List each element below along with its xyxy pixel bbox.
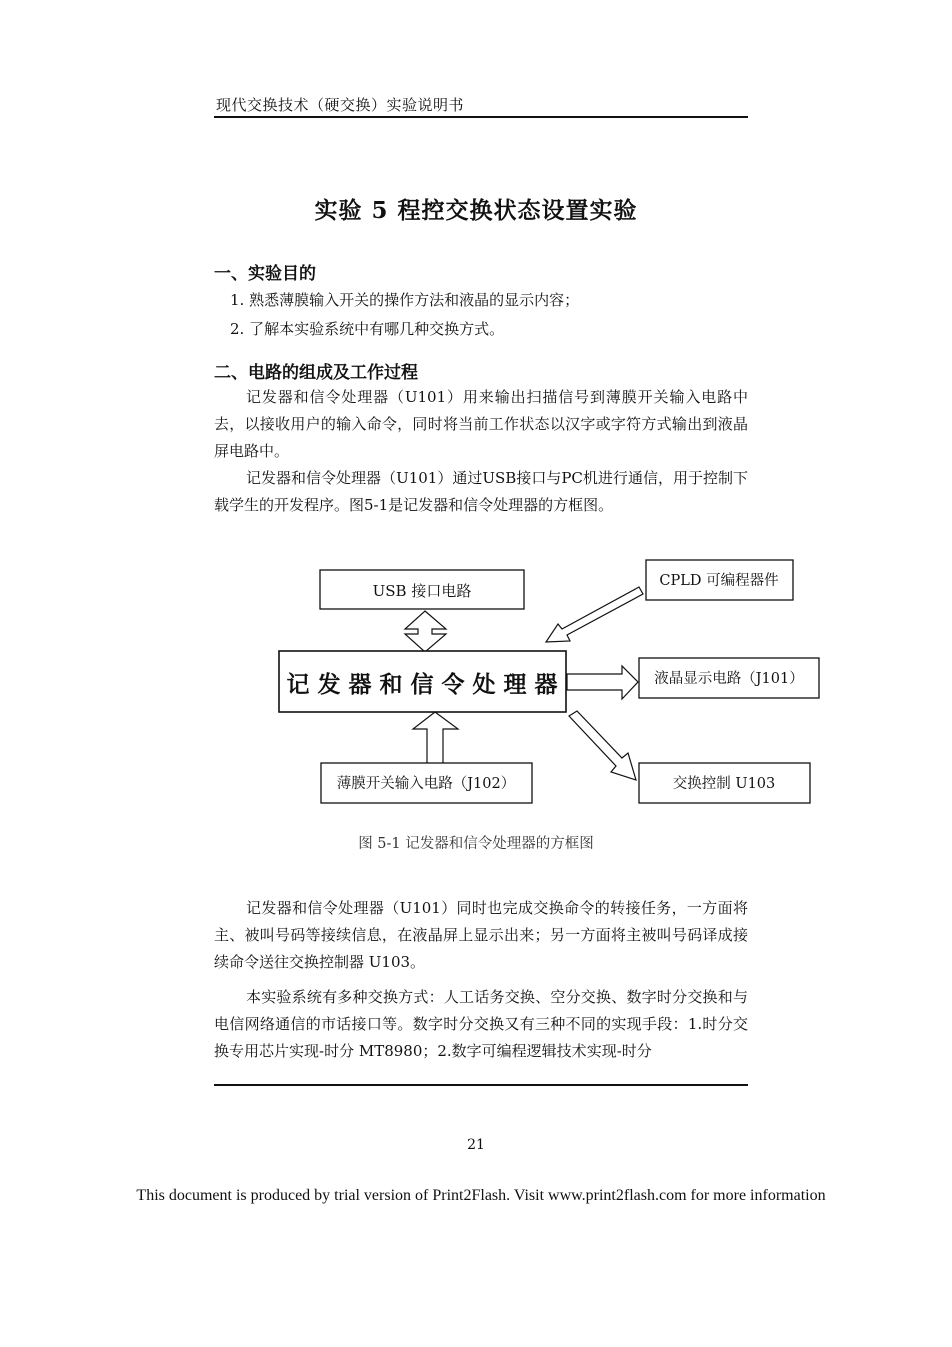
lcd-label: 液晶显示电路（J101） bbox=[654, 671, 804, 687]
purpose-item-2: 2. 了解本实验系统中有哪几种交换方式。 bbox=[230, 320, 505, 338]
body-paragraph-block bbox=[214, 895, 748, 1065]
main-processor-label: 记 发 器 和 信 令 处 理 器 bbox=[286, 671, 558, 698]
keypad-arrow bbox=[413, 712, 458, 766]
circuit-paragraph-2: 记发器和信令处理器（U101）通过USB接口与PC机进行通信，用于控制下载学生的开发程序。图5-1是记发器和信令处理器的方框图。 bbox=[214, 469, 748, 514]
purpose-item-1: 1. 熟悉薄膜输入开关的操作方法和液晶的显示内容； bbox=[230, 291, 580, 309]
usb-double-arrow bbox=[405, 611, 446, 652]
body-paragraph-1: 记发器和信令处理器（U101）同时也完成交换命令的转接任务，一方面将主、被叫号码等接续信息，在液晶屏上显示出来；另一方面将主被叫号码译成接续命令送往交换控制器 U103。 bbox=[214, 899, 748, 971]
lcd-arrow bbox=[567, 666, 638, 699]
body-paragraph-2: 本实验系统有多种交换方式：人工话务交换、空分交换、数字时分交换和与电信网络通信的市话接口等。数字时分交换又有三种不同的实现手段：1.时分交换专用芯片实现-时分 MT8980；2.数字可编程逻辑技术实现-时分 bbox=[214, 988, 748, 1060]
usb-label: USB 接口电路 bbox=[372, 582, 472, 600]
page-number: 21 bbox=[467, 1137, 485, 1153]
switch-ctrl-arrow bbox=[569, 711, 636, 780]
section-heading-circuit: 二、电路的组成及工作过程 bbox=[214, 363, 418, 383]
switch-ctrl-label: 交换控制 U103 bbox=[672, 776, 776, 792]
page-title: 实验 5 程控交换状态设置实验 bbox=[314, 197, 638, 224]
cpld-arrow bbox=[546, 587, 643, 642]
figure-caption: 图 5-1 记发器和信令处理器的方框图 bbox=[358, 836, 594, 852]
cpld-label: CPLD 可编程器件 bbox=[659, 573, 779, 589]
keypad-label: 薄膜开关输入电路（J102） bbox=[336, 776, 516, 792]
footer-rule bbox=[214, 1084, 748, 1086]
running-header: 现代交换技术（硬交换）实验说明书 bbox=[216, 96, 465, 114]
section-heading-purpose: 一、实验目的 bbox=[214, 264, 316, 284]
trial-notice: This document is produced by trial version of Print2Flash. Visit www.print2flash.com for more information bbox=[136, 1187, 826, 1204]
circuit-paragraph-1: 记发器和信令处理器（U101）用来输出扫描信号到薄膜开关输入电路中去，以接收用户的输入命令，同时将当前工作状态以汉字或字符方式输出到液晶屏电路中。 bbox=[214, 388, 748, 460]
